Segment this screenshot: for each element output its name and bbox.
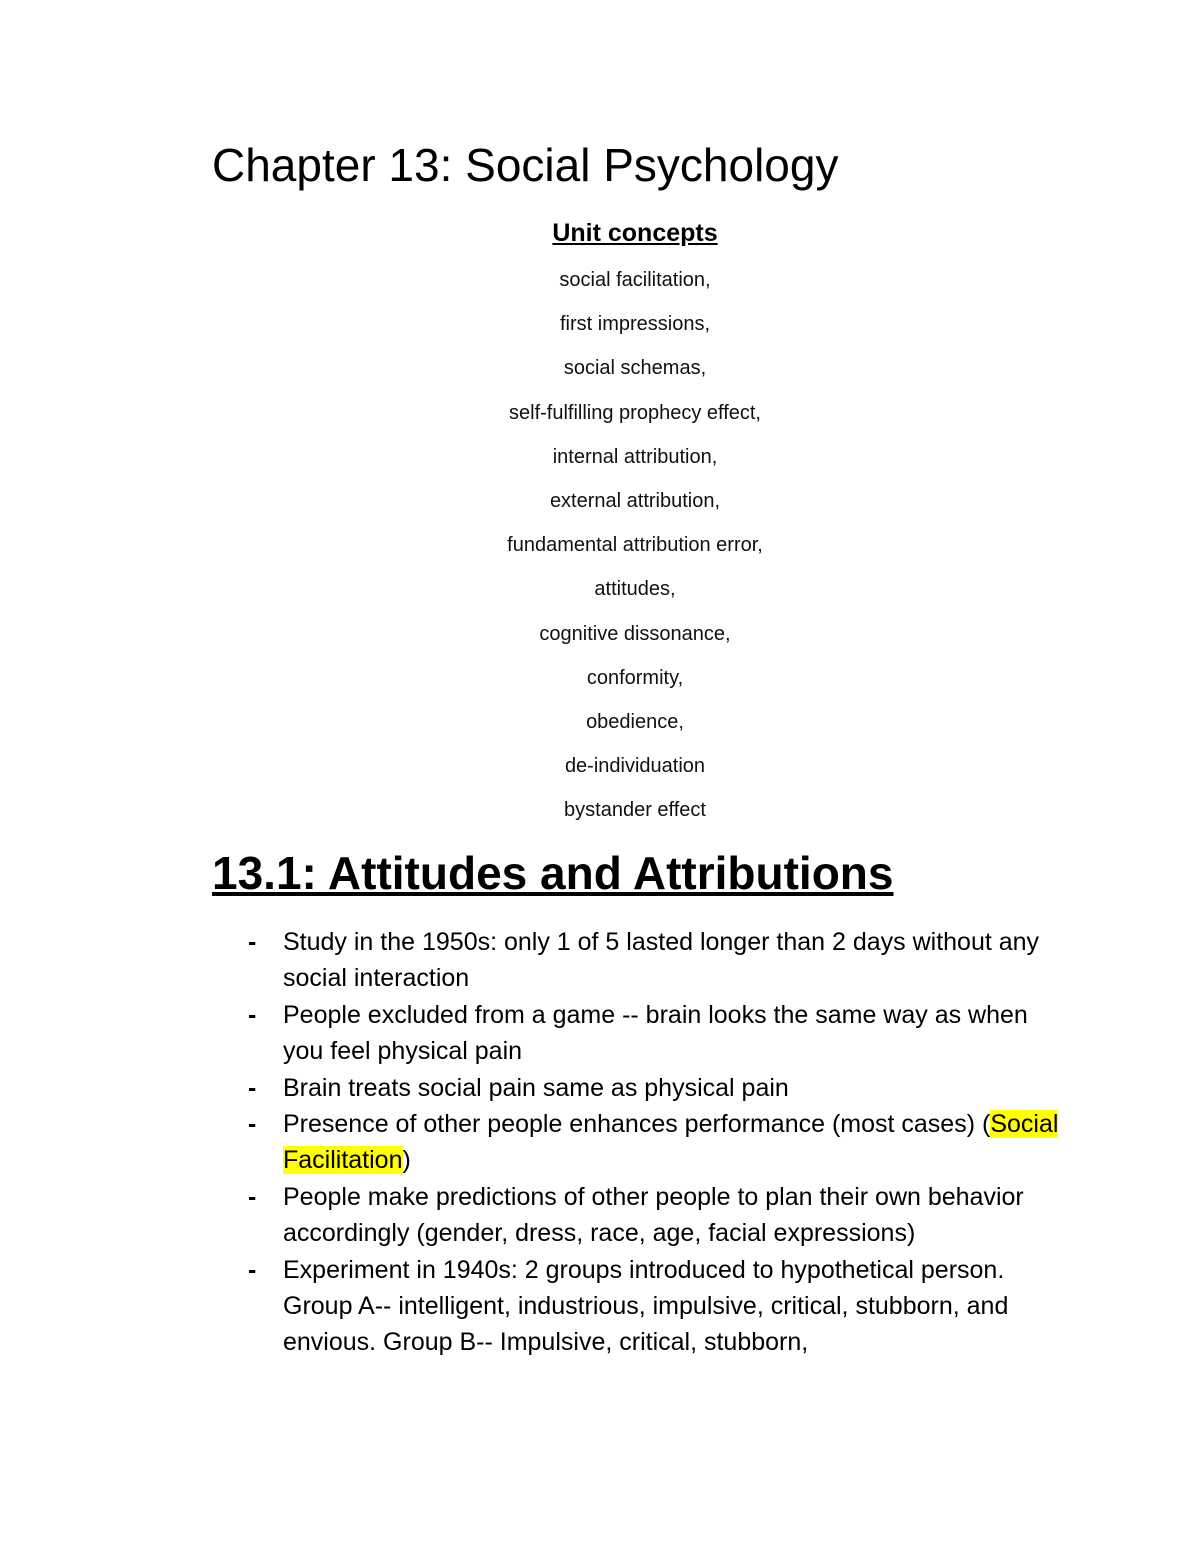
- bullet-marker: -: [248, 1255, 257, 1284]
- bullet-item: [246, 1252, 1066, 1361]
- bullet-text: Brain treats social pain same as physical pain: [283, 1073, 789, 1102]
- concept-item: cognitive dissonance,: [539, 622, 731, 645]
- concept-item: de-individuation: [564, 755, 706, 778]
- highlighted-term: Social Facilitation: [283, 1110, 1059, 1175]
- concept-item: attitudes,: [594, 578, 676, 601]
- concept-item: conformity,: [586, 666, 684, 689]
- bullet-marker: -: [248, 1073, 257, 1102]
- bullet-text-after: ): [402, 1146, 411, 1175]
- concept-item: internal attribution,: [552, 445, 718, 468]
- concept-item: social facilitation,: [559, 269, 711, 291]
- bullet-item: [246, 997, 1066, 1070]
- concept-item: self-fulfilling prophecy effect,: [509, 401, 761, 424]
- bullet-item: [246, 1106, 1066, 1179]
- concept-item: social schemas,: [563, 357, 707, 380]
- bullet-item: [246, 924, 1066, 997]
- bullet-text-before: Presence of other people enhances performance (most cases) (: [283, 1110, 991, 1139]
- bullet-text: Experiment in 1940s: 2 groups introduced to hypothetical person. Group A-- intelligent, industrious, impulsive, critical, stubborn, and envious. Group B-- Impulsive, critical, stubborn,: [283, 1255, 1009, 1357]
- concept-item: external attribution,: [549, 489, 721, 512]
- bullet-marker: -: [248, 1000, 257, 1029]
- bullet-marker: -: [248, 1110, 257, 1139]
- bullet-text: Study in the 1950s: only 1 of 5 lasted longer than 2 days without any social interaction: [283, 928, 1040, 993]
- bullet-text: People make predictions of other people to plan their own behavior accordingly (gender, dress, race, age, facial expressions): [283, 1182, 1024, 1248]
- unit-concepts-list: [0, 268, 1200, 842]
- unit-concepts-heading: Unit concepts: [552, 219, 718, 247]
- concept-item: obedience,: [586, 710, 684, 733]
- page-title: Chapter 13: Social Psychology: [212, 139, 839, 191]
- bullet-item: [246, 1179, 1066, 1252]
- bullet-list: [246, 924, 1066, 1361]
- concept-item: first impressions,: [559, 313, 711, 336]
- bullet-text: People excluded from a game -- brain looks the same way as when you feel physical pain: [283, 1000, 1028, 1066]
- bullet-marker: -: [248, 1182, 257, 1211]
- bullet-marker: -: [248, 928, 257, 956]
- concept-item: fundamental attribution error,: [507, 534, 763, 557]
- concept-item: bystander effect: [564, 799, 706, 822]
- section-heading: 13.1: Attitudes and Attributions: [212, 847, 894, 899]
- bullet-item: [246, 1070, 1066, 1106]
